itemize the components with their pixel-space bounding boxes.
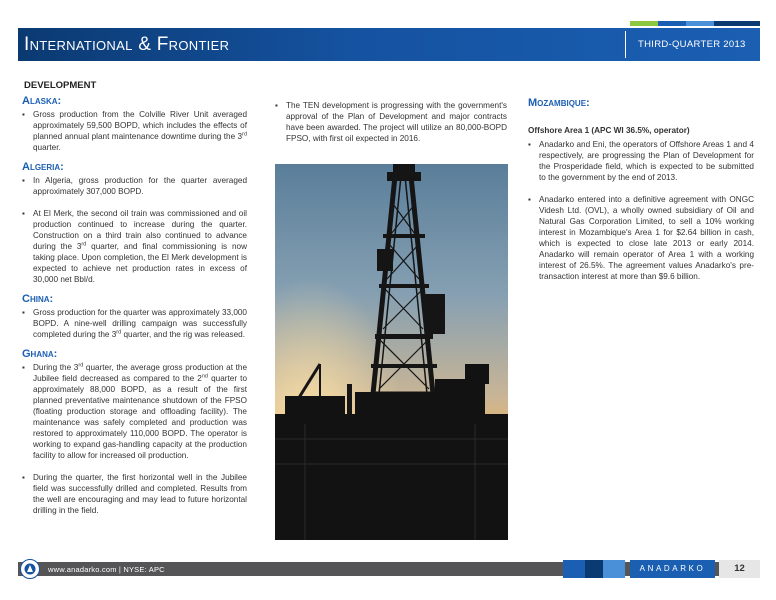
algeria-bullet-1: ▪ In Algeria, gross production for the quarter averaged approximately 307,000 BOPD. (22, 175, 247, 197)
drilling-rig-photo (275, 164, 508, 540)
footer-accent-1 (563, 560, 585, 578)
region-heading-alaska: Alaska: (22, 95, 62, 107)
header-accent-lightblue (686, 21, 714, 26)
column-right (528, 98, 754, 282)
footer-url-link[interactable]: www.anadarko.com | NYSE: APC (48, 564, 165, 574)
report-period: THIRD-QUARTER 2013 (638, 39, 746, 50)
header-accent-navy (714, 21, 760, 26)
algeria-bullet-2: ▪ At El Merk, the second oil train was commissioned and oil production continued to increase during the quarter. Construction on a third train also continued to advance during the 3rd quarter, and final commissioning is now taking place. Upon completion, the El Merk development is expected to achieve net production rates in excess of 30,000 net Bbl/d. (22, 208, 247, 285)
region-heading-mozambique: Mozambique: (528, 97, 590, 109)
column-middle (275, 100, 507, 144)
header-divider (625, 31, 626, 58)
mozambique-bullet-1: ▪ Anadarko and Eni, the operators of Offshore Areas 1 and 4 respectively, are progressing the Plan of Development for the Prosperidade field, which is expected to be submitted to the government by the end of 2013. (528, 139, 754, 183)
region-heading-ghana: Ghana: (22, 348, 58, 360)
footer-left (20, 559, 165, 579)
footer-accent-2 (585, 560, 603, 578)
mozambique-subheading: Offshore Area 1 (APC WI 36.5%, operator) (528, 126, 690, 135)
footer-brand: ANADARKO (630, 560, 715, 578)
alaska-bullet-1: ▪ Gross production from the Colville River Unit averaged approximately 59,500 BOPD, which includes the effects of planned annual plant maintenance downtime during the 3rd quarter. (22, 109, 247, 153)
page-number: 12 (719, 560, 760, 578)
footer-accent-3 (603, 560, 625, 578)
ghana-bullet-1: ▪ During the 3rd quarter, the average gross production at the Jubilee field decreased as compared to the 2nd quarter to approximately 88,000 BOPD, as a result of the first planned preventative maintenance shutdown of the FPSO (floating production storage and offloading facility). The maintenance was safely completed and production was restored to approximately 110,000 BOPD. The operator is working to expand gas-handling capacity at the production facility to allow for increased oil production. (22, 362, 247, 461)
ten-bullet-1: ▪ The TEN development is progressing with the government's approval of the Plan of Development and major contracts have been awarded. The project will utilize an 80,000-BOPD FPSO, with first oil expected in 2016. (275, 100, 507, 144)
header-accent-green (630, 21, 658, 26)
region-heading-algeria: Algeria: (22, 161, 64, 173)
mozambique-bullet-2: ▪ Anadarko entered into a definitive agreement with ONGC Videsh Ltd. (OVL), a wholly owned subsidiary of Oil and Natural Gas Corporation Limited, to sell a 10% working interest in Mozambique's Area 1 for $2.64 billion in cash, which is expected to close late 2013 or early 2014. Anadarko will remain operator of Area 1 with a working interest of 26.5%. The agreement values Anadarko's pre-transaction interest at more than $9.6 billion. (528, 194, 754, 282)
section-label: DEVELOPMENT (24, 80, 97, 91)
header-accent-blue (658, 21, 686, 26)
anadarko-logo-icon (20, 559, 40, 579)
ghana-bullet-2: ▪ During the quarter, the first horizontal well in the Jubilee field was successfully drilled and completed. Results from the well are encouraging and may lead to future horizontal drilling in the field. (22, 472, 247, 516)
column-left (22, 96, 247, 516)
region-heading-china: China: (22, 293, 54, 305)
page-title: International & Frontier (24, 34, 230, 55)
china-bullet-1: ▪ Gross production for the quarter was approximately 33,000 BOPD. A nine-well drilling campaign was successfully completed during the 3rd quarter, and the rig was released. (22, 307, 247, 340)
